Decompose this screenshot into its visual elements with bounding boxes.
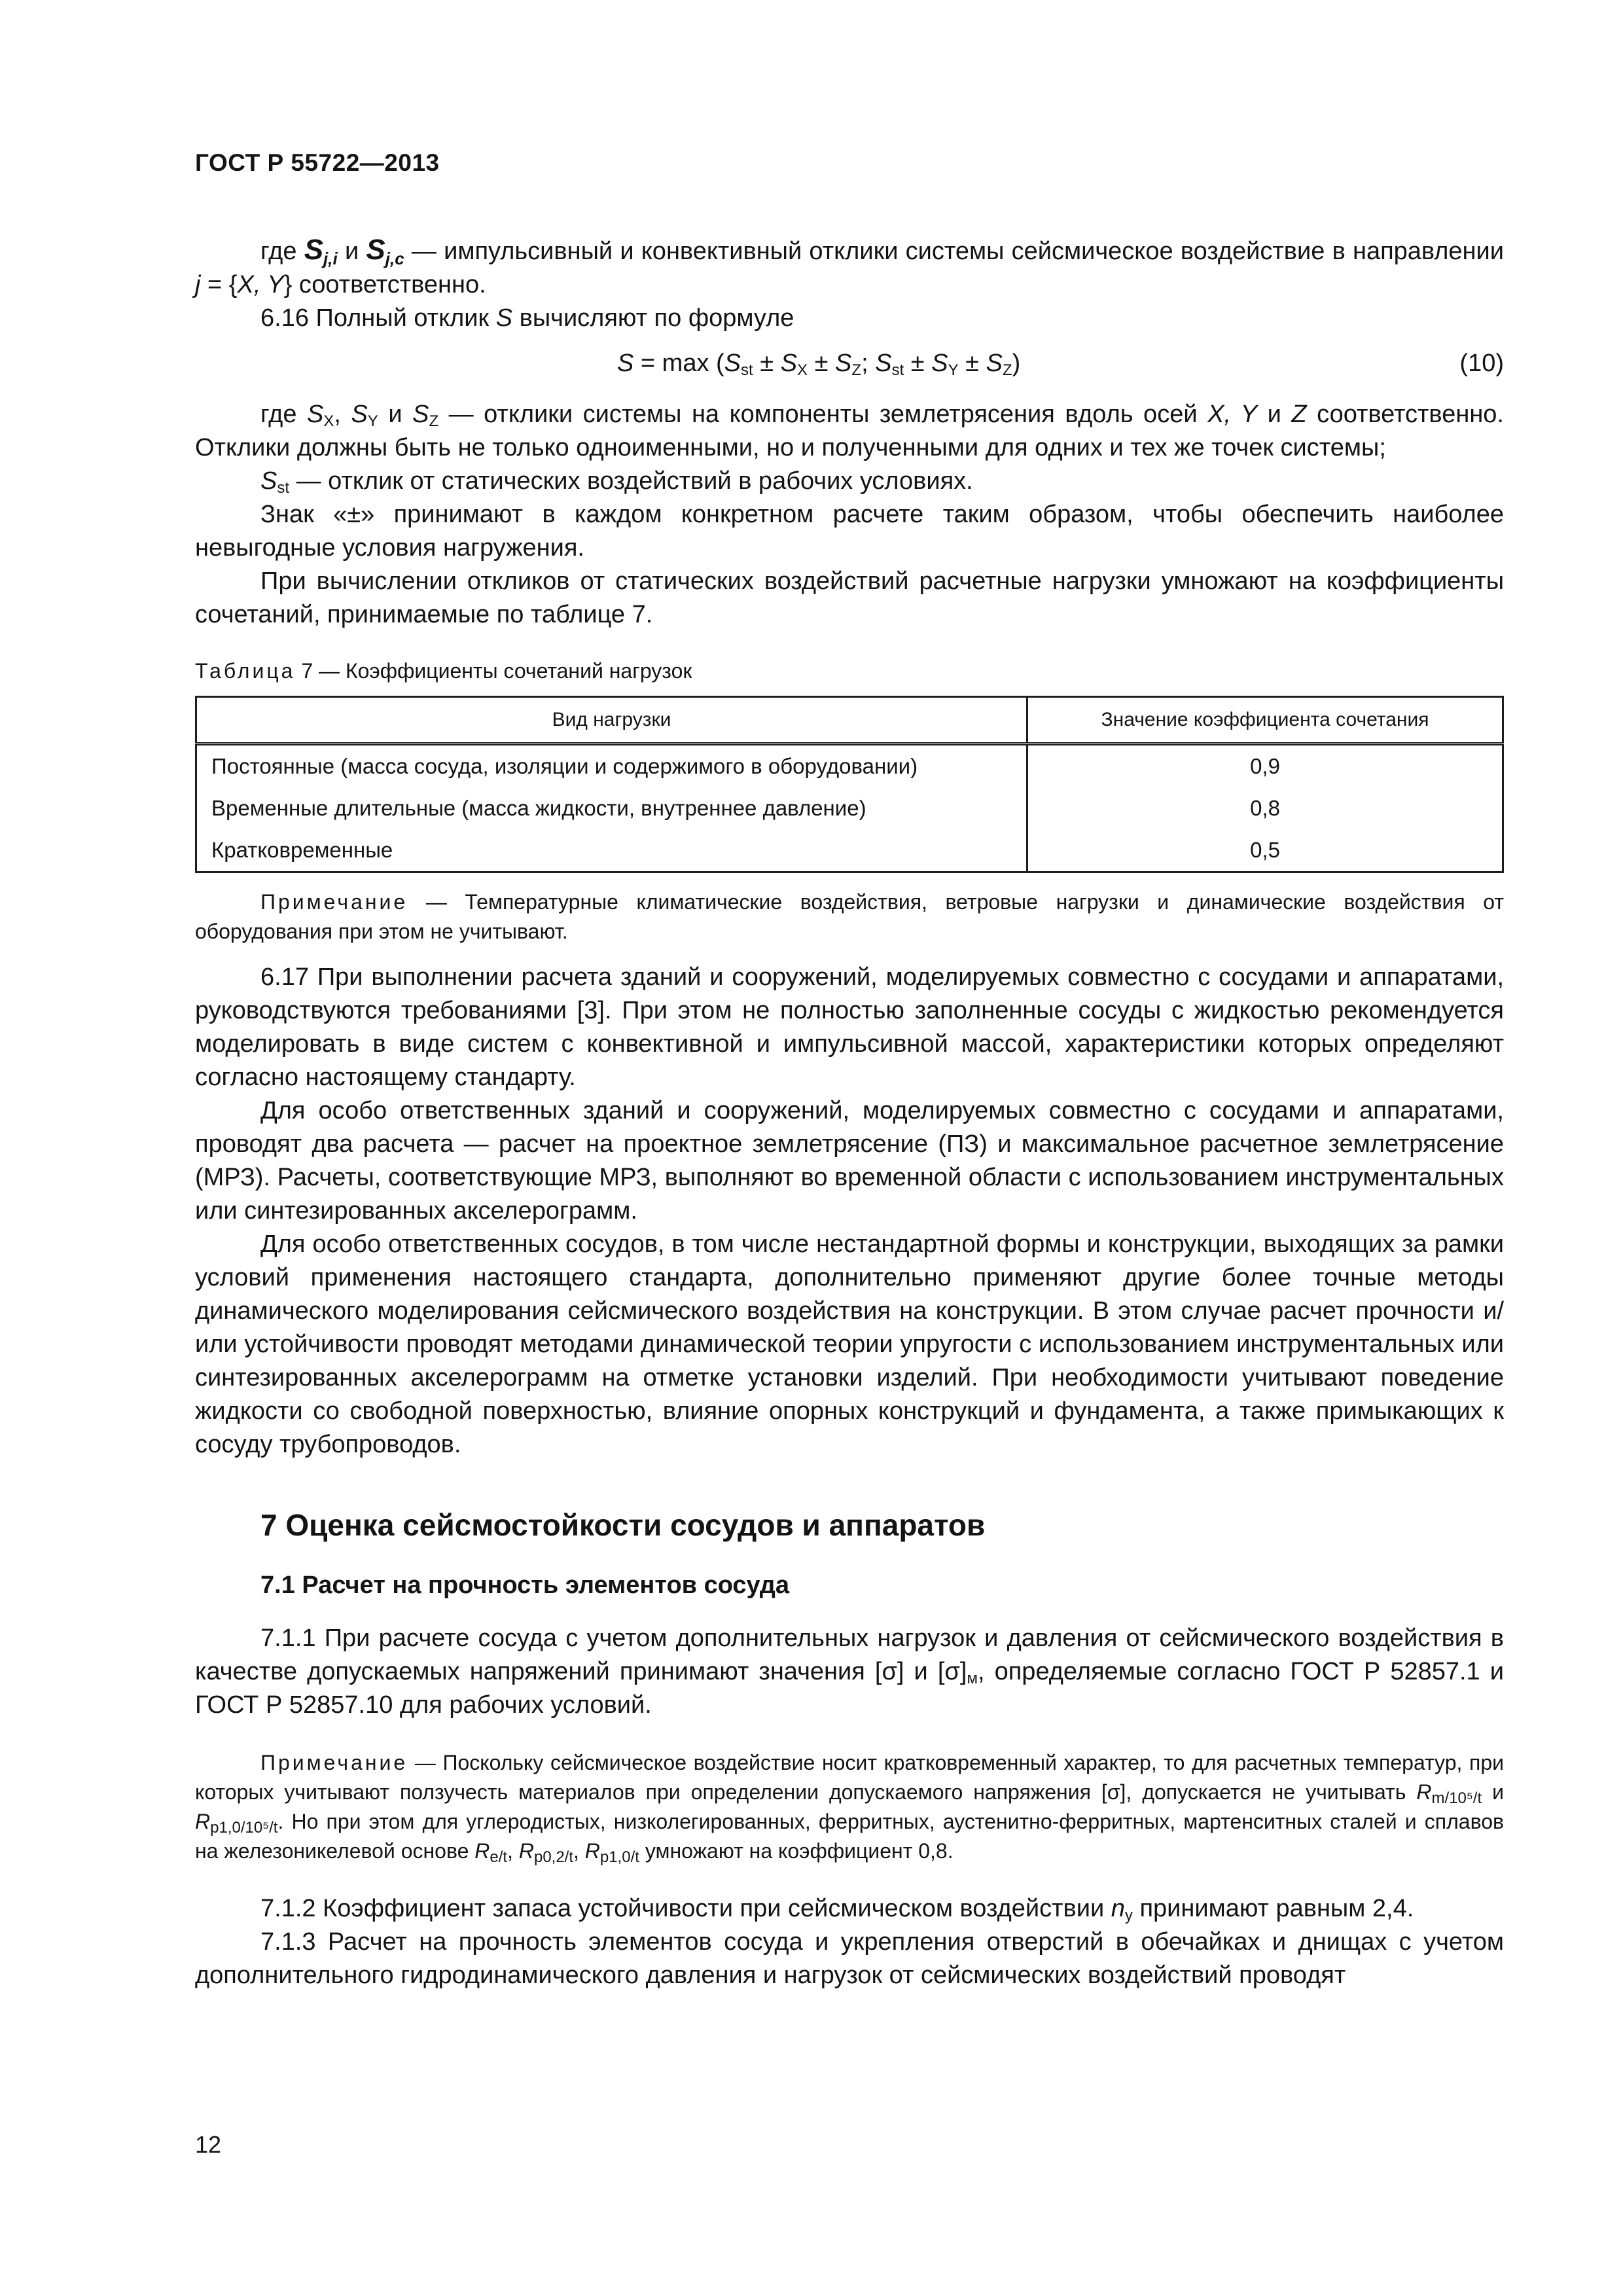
formula-number: (10) — [1459, 350, 1504, 377]
table-7 — [195, 696, 1504, 873]
paragraph-7-1-3: 7.1.3 Расчет на прочность элементов сосуда и укрепления отверстий в обечайках и днищах с учетом дополнительного гидродинамического давления и нагрузок от сейсмических воздействий проводят — [195, 1928, 1504, 1989]
table-7-caption: Таблица 7 — Коэффициенты сочетаний нагрузок — [195, 659, 692, 683]
section-7-1-heading: 7.1 Расчет на прочность элементов сосуда — [260, 1571, 790, 1599]
table-row — [196, 787, 1503, 829]
paragraph-two-calculations: Для особо ответственных зданий и сооружений, моделируемых совместно с сосудами и аппаратами, проводят два расчета — расчет на проектное землетрясение (ПЗ) и максимальное расчетное землетрясение (МРЗ). Расчеты, соответствующие МРЗ, выполняют во временной области с использованием инструментальных или синтезированных акселерограмм. — [195, 1097, 1504, 1225]
column-header-coefficient: Значение коэффициента сочетания — [1027, 697, 1503, 744]
coefficient-cell: 0,9 — [1027, 744, 1503, 788]
paragraph-dynamic-modeling: Для особо ответственных сосудов, в том числе нестандартной формы и конструкции, выходящих за рамки условий применения настоящего стандарта, дополнительно применяют другие более точные методы динамического моделирования сейсмического воздействия на конструкции. В этом случае расчет прочности и/или устойчивости проводят методами динамической теории упругости с использованием инструментальных или синтезированных акселерограмм на отметке установки изделий. При необходимости учитывают поведение жидкости со свободной поверхностью, влияние опорных конструкций и фундамента, а также примыкающих к сосуду трубопроводов. — [195, 1230, 1504, 1458]
paragraph-response-definitions: где $S_{j,i}$ и $S_{j,c}$ — импульсивный и конвективный отклики системы сейсмическое воздействие в направлении j = {X, Y} соответственно. — [195, 234, 1504, 298]
paragraph-where-components: где $S_X$, $S_Y$ и $S_Z$ — отклики системы на компоненты землетрясения вдоль осей X, Y и Z соответственно. Отклики должны быть не только одноименными, но и полученными для одних и тех же точек системы; — [195, 401, 1504, 461]
paragraph-sign-rule: Знак «±» принимают в каждом конкретном расчете таким образом, чтобы обеспечить наиболее невыгодные условия нагружения. — [195, 501, 1504, 562]
table-7-note: Примечание — Температурные климатические воздействия, ветровые нагрузки и динамические воздействия от оборудования при этом не учитывают. — [195, 890, 1505, 943]
paragraph-static-response: $S_{st}$ — отклик от статических воздействий в рабочих условиях. — [260, 467, 973, 497]
table-row — [196, 829, 1503, 872]
paragraph-6-16: 6.16 Полный отклик S вычисляют по формуле — [260, 304, 794, 332]
load-type-cell: Постоянные (масса сосуда, изоляции и содержимого в оборудовании) — [211, 754, 918, 778]
note-creep: Примечание — Поскольку сейсмическое воздействие носит кратковременный характер, то для расчетных температур, при которых учитывают ползучесть материалов при определении допускаемого напряжения [σ], допускается не учитывать $R_{m/10^5/t}$ и $R_{p1,0/10^5/t}$. Но при этом для углеродистых, низколегированных, ферритных, аустенитно-ферритных, мартенситных сталей и сплавов на железоникелевой основе $R_{e/t}$, $R_{p0,2/t}$, $R_{p1,0/t}$ умножают на коэффициент 0,8. — [195, 1751, 1505, 1866]
page-number: 12 — [195, 2131, 222, 2158]
load-type-cell: Временные длительные (масса жидкости, внутреннее давление) — [211, 796, 866, 820]
paragraph-static-loads: При вычислении откликов от статических воздействий расчетные нагрузки умножают на коэффициенты сочетаний, принимаемые по таблице 7. — [195, 567, 1504, 628]
standard-header: ГОСТ Р 55722—2013 — [195, 149, 440, 176]
coefficient-cell: 0,5 — [1027, 829, 1503, 872]
page-content — [195, 233, 1504, 1992]
table-header-row — [196, 697, 1503, 744]
column-header-load-type: Вид нагрузки — [196, 697, 1027, 744]
load-type-cell: Кратковременные — [211, 838, 393, 862]
paragraph-7-1-2: 7.1.2 Коэффициент запаса устойчивости при сейсмическом воздействии $n_y$ принимают равным 2,4. — [260, 1895, 1414, 1924]
paragraph-6-17: 6.17 При выполнении расчета зданий и сооружений, моделируемых совместно с сосудами и аппаратами, руководствуются требованиями [3]. При этом не полностью заполненные сосуды с жидкостью рекомендуется моделировать в виде систем с конвективной и импульсивной массой, характеристики которых определяют согласно настоящему стандарту. — [195, 963, 1504, 1091]
table-row — [196, 744, 1503, 788]
coefficient-cell: 0,8 — [1027, 787, 1503, 829]
formula-expression: $S = \max (S_{st} \pm S_X \pm S_Z$; $S_{st} \pm S_Y \pm S_Z$) — [617, 350, 1021, 379]
section-7-heading: 7 Оценка сейсмостойкости сосудов и аппаратов — [260, 1508, 986, 1542]
formula-10 — [195, 344, 1504, 391]
paragraph-7-1-1: 7.1.1 При расчете сосуда с учетом дополнительных нагрузок и давления от сейсмического воздействия в качестве допускаемых напряжений принимают значения [σ] и $[\sigma]_м$, определяемые согласно ГОСТ Р 52857.1 и ГОСТ Р 52857.10 для рабочих условий. — [195, 1624, 1504, 1719]
